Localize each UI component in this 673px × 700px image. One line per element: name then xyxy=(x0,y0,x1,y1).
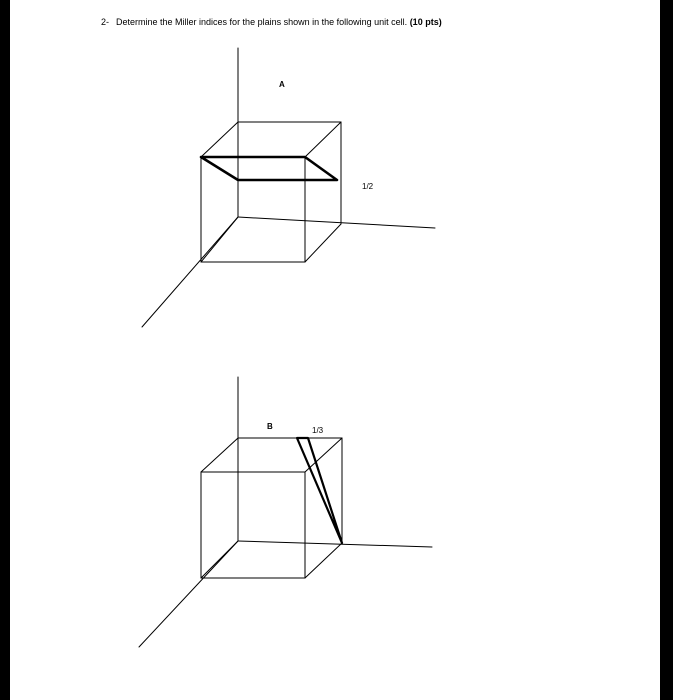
figure-a-label: A xyxy=(279,80,285,89)
figure-b-label: B xyxy=(267,422,273,431)
figure-a-fraction: 1/2 xyxy=(362,182,374,191)
cube-front-face xyxy=(201,157,305,262)
y-axis-b xyxy=(238,541,432,547)
cube-edge xyxy=(305,543,342,578)
plane-b xyxy=(297,438,342,543)
cube-edge xyxy=(201,122,238,157)
cube-edge xyxy=(305,224,341,262)
unit-cell-b xyxy=(139,377,432,647)
question-number: 2- xyxy=(101,17,110,27)
cube-edge xyxy=(305,122,341,157)
plane-a xyxy=(201,157,337,180)
x-axis-a xyxy=(142,217,238,327)
x-axis-b xyxy=(139,541,238,647)
question-points: (10 pts) xyxy=(409,17,442,27)
y-axis-a xyxy=(238,217,435,228)
figure-b-fraction: 1/3 xyxy=(312,426,324,435)
cube-edge xyxy=(201,438,238,472)
cube-edge xyxy=(201,217,238,262)
cube-edge xyxy=(201,541,238,578)
unit-cell-a xyxy=(142,48,435,327)
question-prompt: Determine the Miller indices for the plains shown in the following unit cell. xyxy=(116,17,408,27)
